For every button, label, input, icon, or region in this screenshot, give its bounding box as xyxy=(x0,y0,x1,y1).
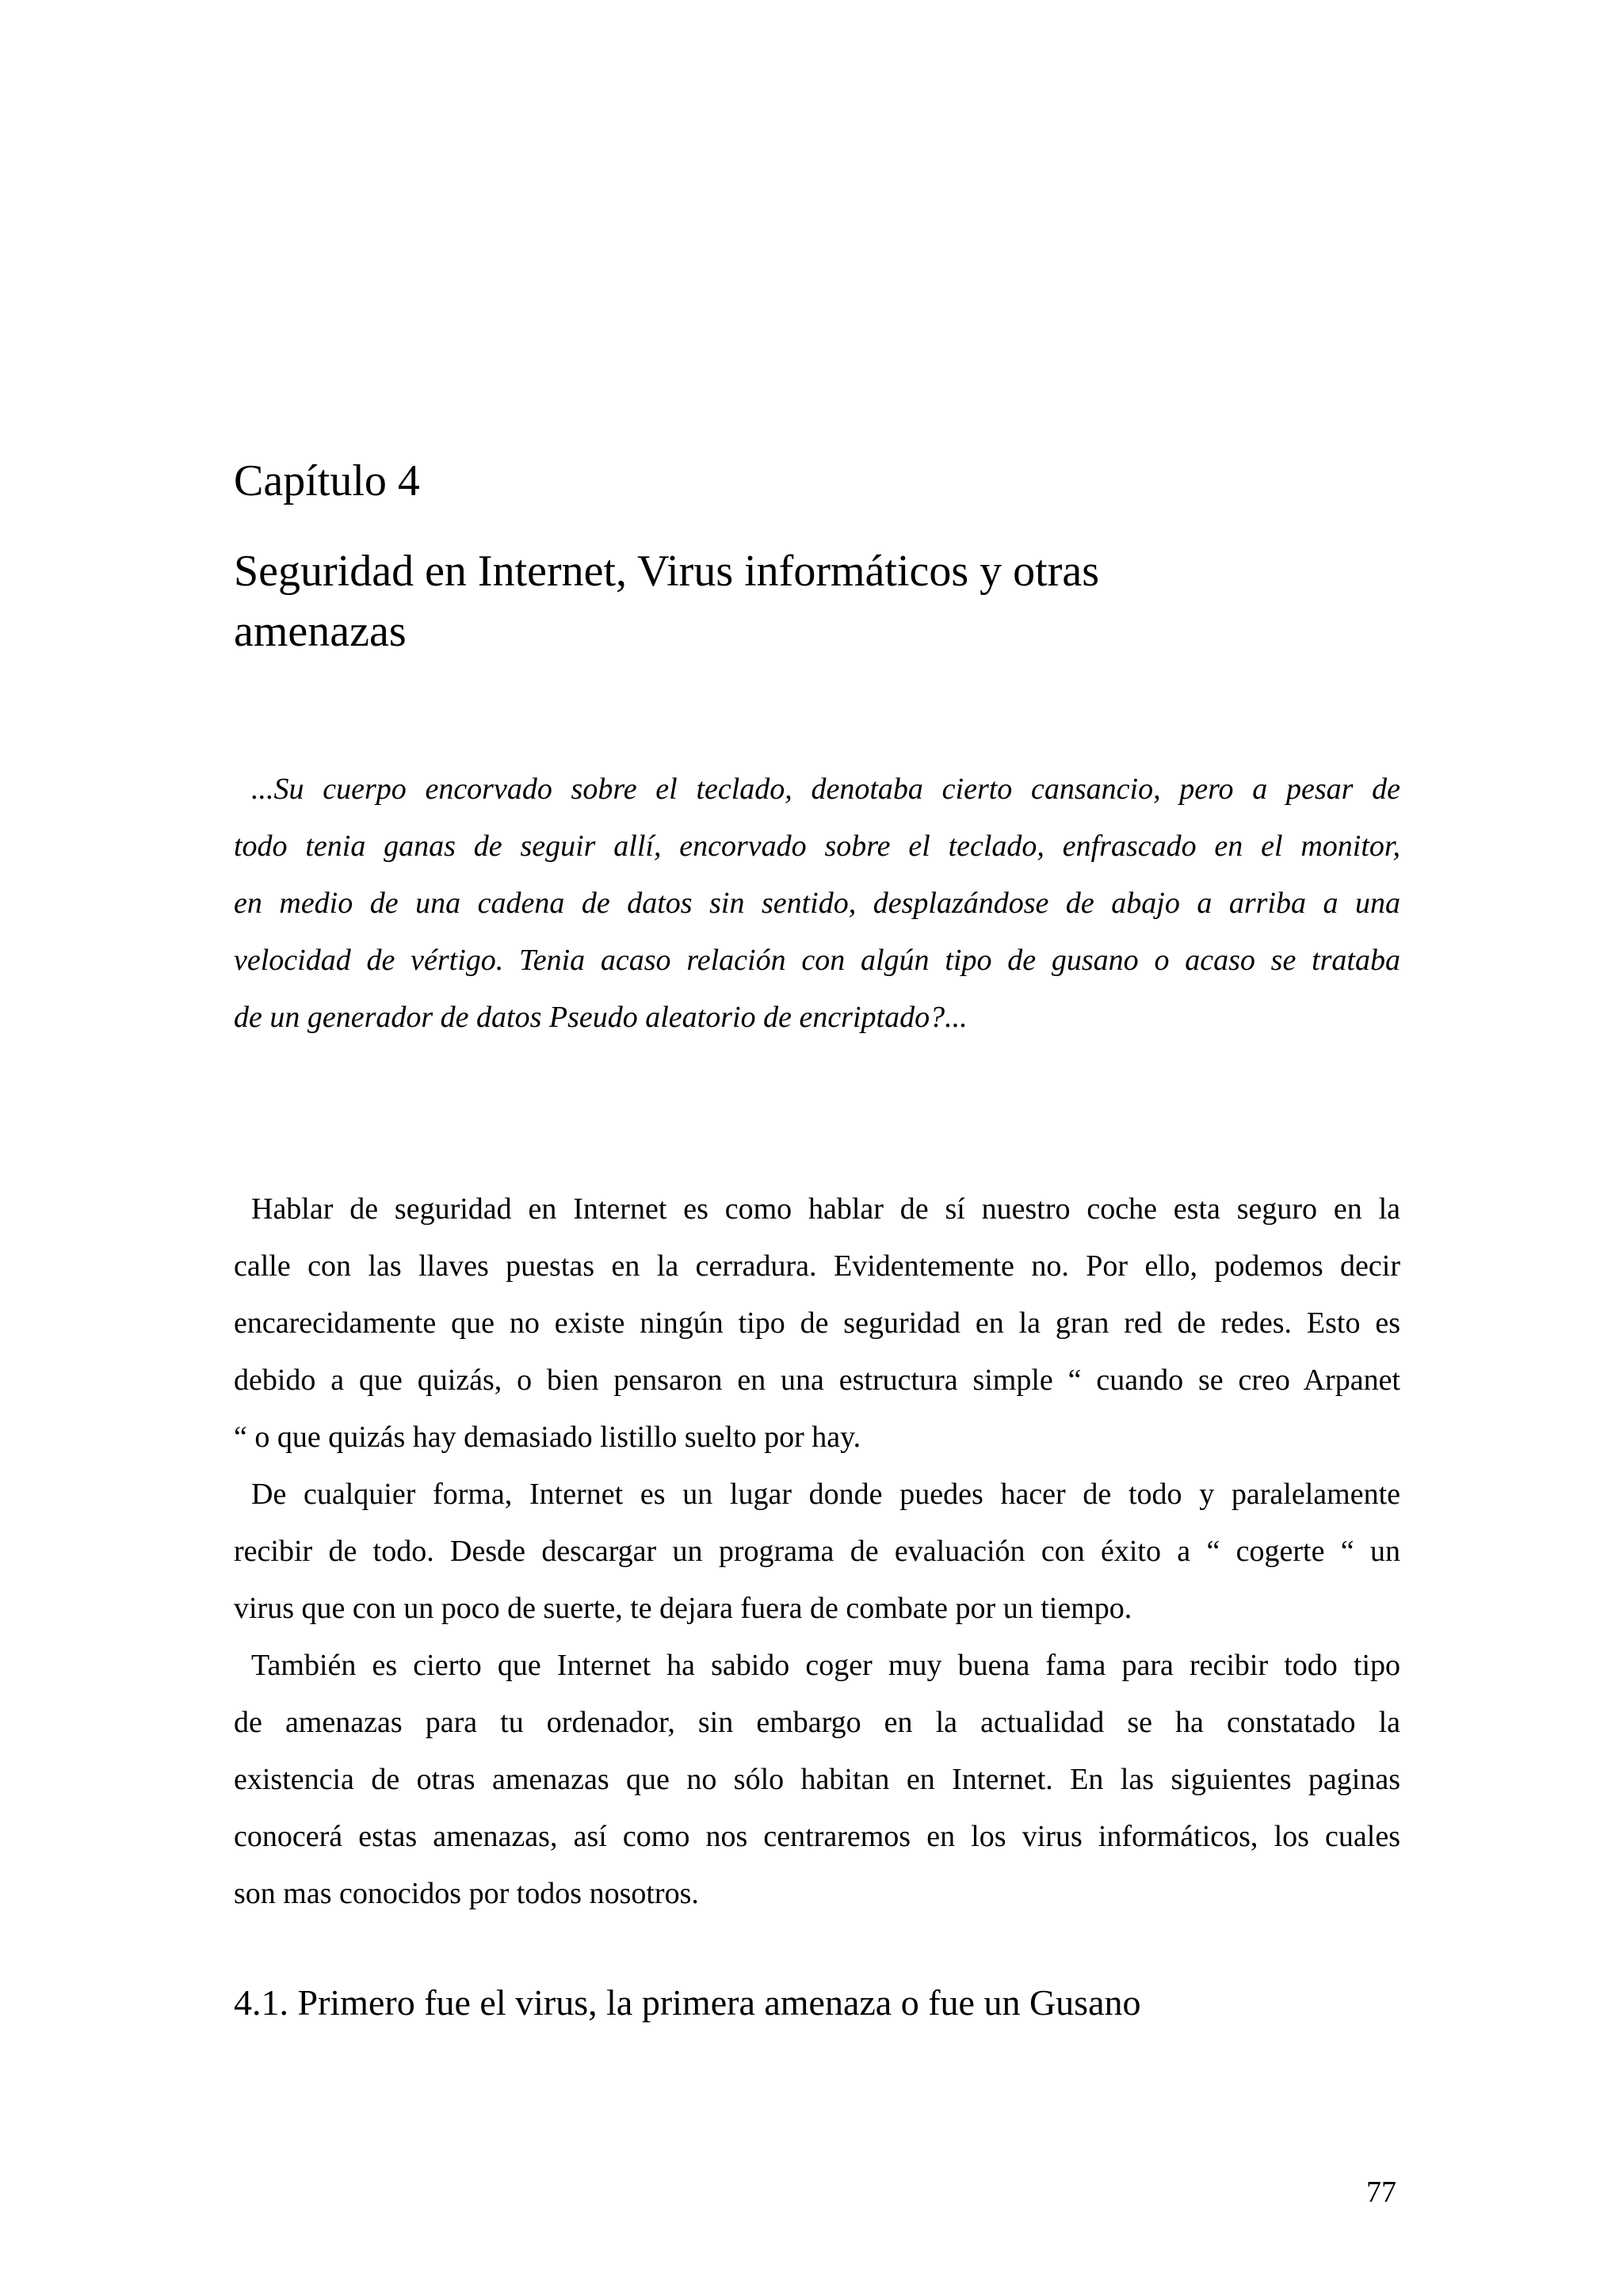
epigraph-line: en medio de una cadena de datos sin sentido, desplazándose de abajo a arriba a una xyxy=(234,887,1400,920)
body-paragraph xyxy=(234,1180,1400,1466)
paragraph-line: Hablar de seguridad en Internet es como hablar de sí nuestro coche esta seguro en la xyxy=(251,1192,1400,1226)
epigraph-line: ...Su cuerpo encorvado sobre el teclado, denotaba cierto cansancio, pero a pesar de xyxy=(251,772,1400,806)
section-heading: 4.1. Primero fue el virus, la primera amenaza o fue un Gusano xyxy=(234,1982,1141,2023)
paragraph-line: conocerá estas amenazas, así como nos centraremos en los virus informáticos, los cuales xyxy=(234,1820,1400,1853)
body-paragraph xyxy=(234,1466,1400,1637)
epigraph-line: de un generador de datos Pseudo aleatorio de encriptado?... xyxy=(234,1001,968,1034)
epigraph xyxy=(234,761,1400,1046)
paragraph-line: De cualquier forma, Internet es un lugar donde puedes hacer de todo y paralelamente xyxy=(251,1478,1400,1511)
chapter-title-line-1: Seguridad en Internet, Virus informáticos y otras xyxy=(234,547,1099,596)
paragraph-line: recibir de todo. Desde descargar un programa de evaluación con éxito a “ cogerte “ un xyxy=(234,1535,1400,1568)
paragraph-line: son mas conocidos por todos nosotros. xyxy=(234,1877,699,1910)
chapter-title xyxy=(234,541,1423,662)
paragraph-line: virus que con un poco de suerte, te dejara fuera de combate por un tiempo. xyxy=(234,1592,1132,1625)
paragraph-line: encarecidamente que no existe ningún tipo de seguridad en la gran red de redes. Esto es xyxy=(234,1306,1400,1340)
paragraph-line: de amenazas para tu ordenador, sin embargo en la actualidad se ha constatado la xyxy=(234,1706,1400,1739)
paragraph-line: “ o que quizás hay demasiado listillo suelto por hay. xyxy=(234,1421,861,1454)
paragraph-line: calle con las llaves puestas en la cerradura. Evidentemente no. Por ello, podemos decir xyxy=(234,1249,1400,1283)
paragraph-line: debido a que quizás, o bien pensaron en una estructura simple “ cuando se creo Arpanet xyxy=(234,1363,1400,1397)
paragraph-line: También es cierto que Internet ha sabido coger muy buena fama para recibir todo tipo xyxy=(251,1649,1400,1682)
epigraph-line: velocidad de vértigo. Tenia acaso relación con algún tipo de gusano o acaso se trataba xyxy=(234,944,1400,977)
chapter-label: Capítulo 4 xyxy=(234,456,420,505)
paragraph-line: existencia de otras amenazas que no sólo habitan en Internet. En las siguientes paginas xyxy=(234,1763,1400,1796)
chapter-title-line-2: amenazas xyxy=(234,607,407,656)
epigraph-line: todo tenia ganas de seguir allí, encorvado sobre el teclado, enfrascado en el monitor, xyxy=(234,830,1400,863)
body-paragraph xyxy=(234,1637,1400,1922)
page-number: 77 xyxy=(1366,2176,1396,2209)
